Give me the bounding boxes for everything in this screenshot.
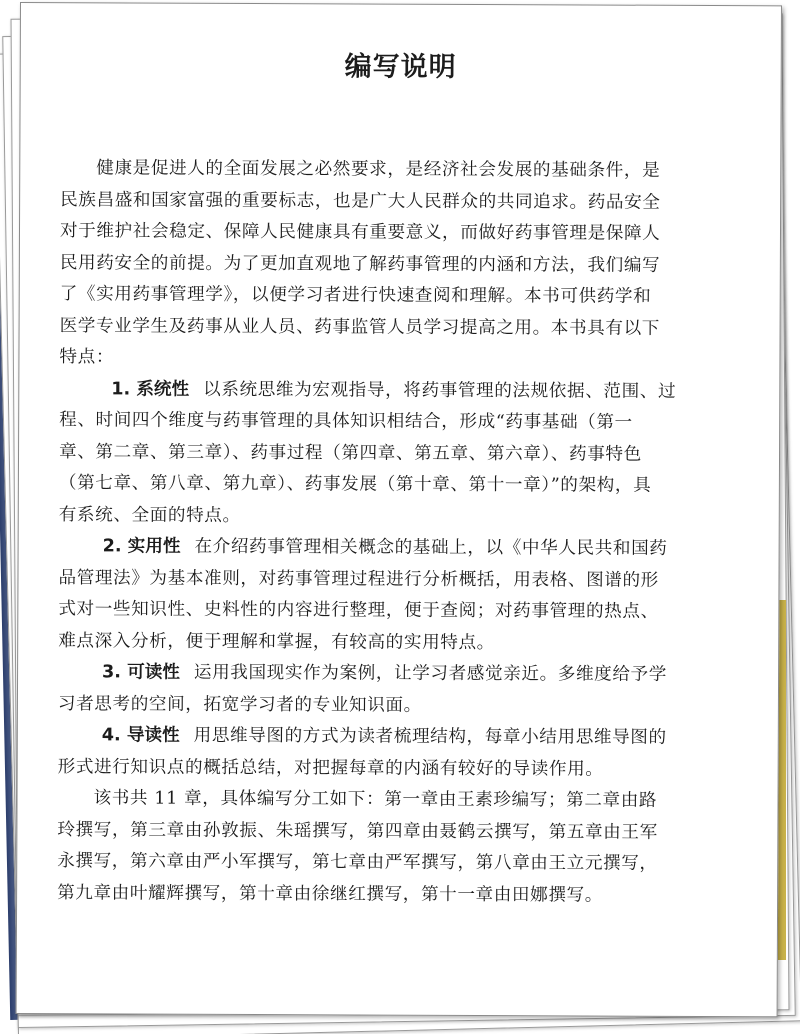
text-line: 在介绍药事管理相关概念的基础上，以《中华人民共和国药: [194, 536, 668, 559]
feature-heading: 1. 系统性: [111, 378, 190, 400]
text-line: 程、时间四个维度与药事管理的具体知识相结合，形成“药事基础（第一: [59, 410, 633, 433]
text-line: 有系统、全面的特点。: [58, 504, 241, 526]
text-line: 医学专业学生及药事从业人员、药事监管人员学习提高之用。本书具有以下: [59, 315, 661, 339]
text-line: 难点深入分析，便于理解和掌握，有较高的实用特点。: [58, 630, 495, 653]
feature-heading: 2. 实用性: [102, 536, 181, 557]
feature-paragraph: [58, 657, 738, 691]
text-line: 形式进行知识点的概括总结，对把握每章的内涵有较好的导读作用。: [57, 756, 604, 780]
text-line: 了《实用药事管理学》，以便学习者进行快速查阅和理解。本书可供药学和: [59, 284, 652, 307]
text-line: 以系统思维为宏观指导，将药事管理的法规依据、范围、过: [203, 379, 677, 402]
text-line: 健康是促进人的全面发展之必然要求，是经济社会发展的基础条件，是: [96, 158, 661, 181]
text-line: （第七章、第八章、第九章）、药事发展（第十章、第十一章）”的架构，具: [58, 473, 652, 496]
text-line: 用思维导图的方式为读者梳理结构，每章小结用思维导图的: [193, 725, 667, 748]
body-text: [57, 153, 740, 912]
feature-paragraph: [59, 531, 739, 565]
document-page: [16, 2, 782, 1017]
text-line: 民用药安全的前提。为了更加直观地了解药事管理的内涵和方法，我们编写: [59, 252, 661, 276]
book-edge-yellow: [778, 600, 786, 960]
text-line: 习者思考的空间，拓宽学习者的专业知识面。: [57, 693, 422, 716]
text-line: 特点：: [59, 347, 115, 368]
text-line: 该书共 11 章，具体编写分工如下：第一章由王素珍编写；第二章由路: [93, 788, 658, 811]
text-line: 对于维护社会稳定、保障人民健康具有重要意义，而做好药事管理是保障人: [59, 221, 661, 244]
text-line: 式对一些知识性、史料性的内容进行整理，便于查阅；对药事管理的热点、: [58, 599, 659, 622]
text-line: 第九章由叶耀辉撰写，第十章由徐继红撰写，第十一章由田娜撰写。: [57, 882, 603, 906]
text-line: 玲撰写，第三章由孙敦振、朱瑶撰写，第四章由聂鹤云撰写，第五章由王军: [57, 819, 658, 843]
text-line: 章、第二章、第三章）、药事过程（第四章、第五章、第六章）、药事特色: [58, 441, 642, 465]
text-line: 运用我国现实作为案例，让学习者感觉亲近。多维度给予学: [193, 662, 668, 685]
text-line: 民族昌盛和国家富强的重要标志，也是广大人民群众的共同追求。药品安全: [60, 189, 661, 213]
feature-paragraph: [59, 374, 739, 408]
page-title: 编写说明: [344, 51, 457, 83]
feature-heading: 4. 导读性: [101, 725, 180, 746]
text-line: 品管理法》为基本准则，对药事管理过程进行分析概括，用表格、图谱的形: [58, 567, 659, 591]
feature-paragraph: [58, 720, 738, 754]
text-line: 永撰写，第六章由严小军撰写，第七章由严军撰写，第八章由王立元撰写，: [57, 851, 658, 874]
feature-heading: 3. 可读性: [102, 662, 180, 683]
